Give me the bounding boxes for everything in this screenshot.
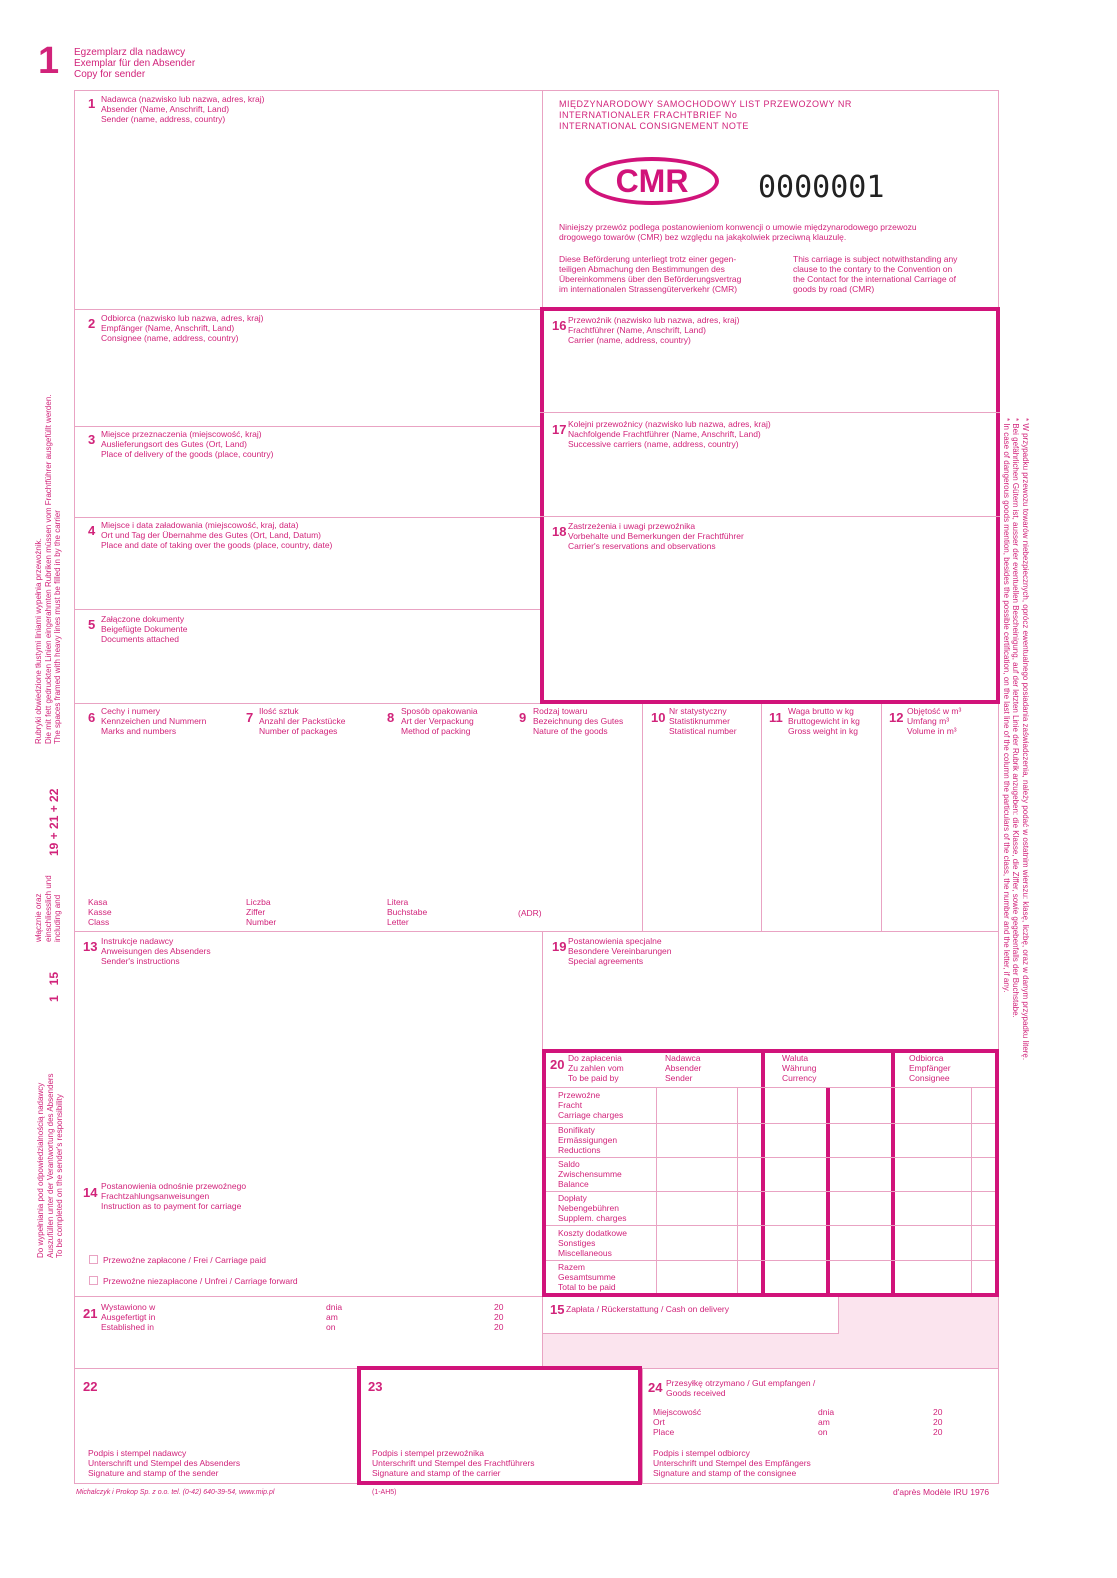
- row-balance: Saldo Zwischensumme Balance: [558, 1159, 622, 1189]
- to-be-paid-by-header: Do zapłacenia Zu zahlen vom To be paid by: [568, 1053, 624, 1083]
- document-title: MIĘDZYNARODOWY SAMOCHODOWY LIST PRZEWOZOWY NR INTERNATIONALER FRACHTBRIEF No INTERNATIONAL CONSIGNEMENT NOTE: [559, 99, 852, 131]
- left-margin-range: 1 15: [47, 971, 61, 1002]
- form-code: (1-AH5): [372, 1489, 397, 1496]
- currency-header: Waluta Währung Currency: [782, 1053, 817, 1083]
- adr-number: Liczba Ziffer Number: [246, 897, 277, 927]
- convention-note-en: This carriage is subject notwithstanding any clause to the contary to the Convention on the Contact for the international Carriage of goods by road (CMR): [793, 254, 958, 294]
- adr-letter: Litera Buchstabe Letter: [387, 897, 428, 927]
- left-margin-carrier-note: Rubryki obwiedzione tłustymi liniami wypełnia przewoźnik. Die mit fett gedruckten Linien eingerahmten Rubriken müssen vom Frachtführer ausgefüllt werden. The spaces framed with heavy lines must be filled in by the carrier: [34, 394, 62, 744]
- adr-class: Kasa Kasse Class: [88, 897, 112, 927]
- carriage-paid-label: Przewoźne zapłacone / Frei / Carriage paid: [103, 1255, 266, 1265]
- printer-info: Michalczyk i Prokop Sp. z o.o. tel. (0-42) 640-39-54, www.mip.pl: [76, 1489, 275, 1496]
- carrier-box: [540, 307, 1000, 704]
- left-margin-sender-note: Do wypełniania pod odpowiedzialnością nadawcy Auszufüllen unter der Verantwortung des Absenders To be completed on the sender's responsibility: [36, 1073, 64, 1258]
- carriage-paid-checkbox[interactable]: [89, 1255, 98, 1264]
- left-margin-fields: 19 + 21 + 22: [47, 788, 61, 856]
- field-20-number: 20: [550, 1057, 565, 1072]
- consignee-header: Odbiorca Empfänger Consignee: [909, 1053, 951, 1083]
- iru-model: d'après Modèle IRU 1976: [893, 1487, 990, 1497]
- carriage-forward-checkbox[interactable]: [89, 1276, 98, 1285]
- serial-number: 0000001: [758, 170, 885, 205]
- cmr-logo: CMR: [585, 157, 719, 205]
- right-margin-dangerous-goods-note: * W przypadku przewozu towarów niebezpiecznych, oprócz ewentualnego posiadania zaświadczenia, należy podać w ostatnim wierszu: klasę, liczbę, oraz w danym przypadku literę. * Bei gefährlichen Gütern ist, ausser der eventuellen Bescheinigung, auf der letzten Linie der Rubrik anzugeben: die Klasse, die Ziffer, sowie gegebenfalls der Buchstabe. * In case of dangerous goods mention, besides the possible certification, on the last line of the column the particulars of the class, the number and the letter, if any.: [1002, 418, 1030, 1061]
- adr-label: (ADR): [518, 908, 542, 918]
- row-supplem-charges: Dopłaty Nebengebühren Supplem. charges: [558, 1193, 627, 1223]
- convention-note-de: Diese Beförderung unterliegt trotz einer gegen- teiligen Abmachung den Bestimmungen des Übereinkommens über den Beförderungsvertrag im internationalen Strassengüterverkehr (CMR): [559, 254, 742, 294]
- convention-note-pl: Niniejszy przewóz podlega postanowieniom konwencji o umowie międzynarodowego przewozu drogowego towarów (CMR) bez względu na jakąkolwiek przeciwną klauzulę.: [559, 222, 917, 242]
- left-margin-including: włącznie oraz einschliesslich und including and: [34, 875, 62, 942]
- sender-header: Nadawca Absender Sender: [665, 1053, 702, 1083]
- copy-label: Egzemplarz dla nadawcy Exemplar für den Absender Copy for sender: [74, 47, 196, 80]
- row-miscellaneous: Koszty dodatkowe Sonstiges Miscellaneous: [558, 1228, 627, 1258]
- carriage-forward-label: Przewoźne niezapłacone / Unfrei / Carriage forward: [103, 1276, 298, 1286]
- row-reductions: Bonifikaty Ermässigungen Reductions: [558, 1125, 618, 1155]
- copy-number: 1: [38, 40, 60, 82]
- row-carriage-charges: Przewoźne Fracht Carriage charges: [558, 1090, 624, 1120]
- row-total: Razem Gesamtsumme Total to be paid: [558, 1262, 616, 1292]
